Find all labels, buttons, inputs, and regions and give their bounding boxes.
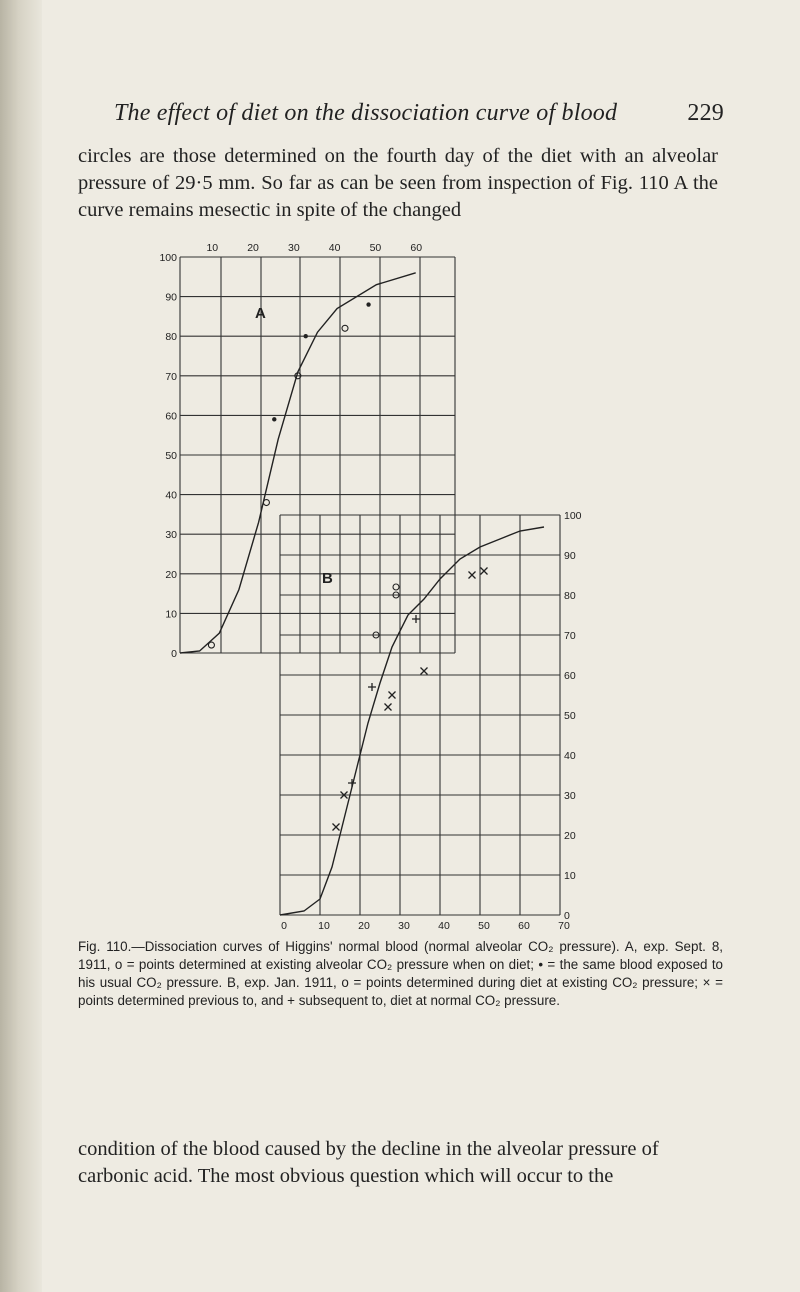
panel-b-x-tick-label: 30: [398, 920, 410, 932]
panel-b-x-tick-label: 10: [318, 920, 330, 932]
panel-b-point-cross: [389, 692, 396, 699]
panel-b-y-tick-label: 50: [564, 710, 576, 722]
figure-caption: [78, 938, 723, 1010]
panel-b-y-tick-label: 80: [564, 590, 576, 602]
panel-a-y-tick-label: 100: [159, 252, 177, 264]
panel-b-point-plus: [412, 615, 420, 623]
panel-b-point-cross: [385, 704, 392, 711]
panel-a-y-tick-label: 50: [165, 450, 177, 462]
panel-b-y-tick-label: 0: [564, 910, 570, 922]
panel-b-point-circle: [393, 584, 399, 590]
panel-b-point-cross: [469, 572, 476, 579]
panel-b-y-tick-label: 30: [564, 790, 576, 802]
paragraph-text: condition of the blood caused by the decline in the alveolar pressure of carbonic acid. The most obvious question which will occur to the: [78, 1138, 659, 1187]
caption-label: Fig. 110.: [78, 939, 132, 954]
panel-b-label: B: [322, 570, 333, 587]
panel-a-point-dot: [304, 334, 308, 338]
panel-b-x-tick-label: 40: [438, 920, 450, 932]
panel-a-x-tick-label: 40: [328, 242, 341, 254]
panel-a-x-tick-label: 50: [369, 242, 382, 254]
panel-b-x-tick-label: 60: [518, 920, 530, 932]
paragraph-text: circles are those determined on the fourth day of the diet with an alveolar pressure of 29·5 mm. So far as can be seen from inspection of Fig. 110 A the curve remains mesectic in spite of the changed: [78, 145, 718, 221]
running-title: The effect of diet on the dissociation curve of blood: [114, 100, 618, 126]
panel-b-y-tick-label: 100: [564, 510, 582, 522]
panel-b-y-tick-label: 10: [564, 870, 576, 882]
panel-a-x-tick-label: 60: [410, 242, 423, 254]
panel-b-y-tick-label: 90: [564, 550, 576, 562]
panel-a-y-tick-label: 20: [165, 568, 177, 581]
panel-b-y-tick-label: 20: [564, 830, 576, 842]
panel-a-y-tick-label: 0: [171, 648, 177, 660]
panel-b-y-tick-label: 70: [564, 630, 576, 642]
panel-a-point-circle: [342, 325, 348, 331]
panel-a-y-tick-label: 70: [165, 370, 177, 383]
panel-b-x-tick-label: 70: [558, 920, 570, 932]
page-number: 229: [687, 100, 724, 126]
panel-b-x-tick-label: 50: [478, 920, 490, 932]
panel-a-y-tick-label: 30: [165, 529, 177, 542]
panel-a-point-dot: [366, 302, 370, 306]
panel-b-point-plus: [368, 683, 376, 691]
panel-b-y-tick-label: 60: [564, 670, 576, 682]
panel-b-y-tick-label: 40: [564, 750, 576, 762]
panel-a-label: A: [255, 305, 266, 322]
panel-a-y-tick-label: 80: [165, 331, 177, 344]
body-paragraph-2: [78, 1136, 723, 1190]
panel-b-x-tick-label: 0: [281, 920, 287, 932]
panel-a-y-tick-label: 40: [165, 489, 177, 502]
panel-a-x-tick-label: 30: [288, 242, 300, 254]
panel-a-point-dot: [272, 417, 276, 421]
panel-a-x-tick-label: 20: [247, 242, 259, 254]
caption-text: —Dissociation curves of Higgins' normal blood (normal alveolar CO₂ pressure). A, exp. Sept. 8, 1911, o = points determined at existing alveolar CO₂ pressure when on diet; • = the same blood exposed to his usual CO₂ pressure. B, exp. Jan. 1911, o = points determined during diet at existing CO₂ pressure; × = points determined previous to, and + subsequent to, diet at normal CO₂ pressure.: [78, 939, 723, 1008]
panel-b-point-cross: [421, 668, 428, 675]
panel-a-y-tick-label: 90: [165, 291, 177, 304]
panel-a-x-tick-label: 10: [206, 242, 219, 254]
panel-b-x-tick-label: 20: [358, 920, 370, 932]
panel-b-point-cross: [333, 824, 340, 831]
panel-a-y-tick-label: 60: [165, 410, 177, 423]
panel-b-point-cross: [481, 568, 488, 575]
panel-a-y-tick-label: 10: [165, 608, 177, 621]
